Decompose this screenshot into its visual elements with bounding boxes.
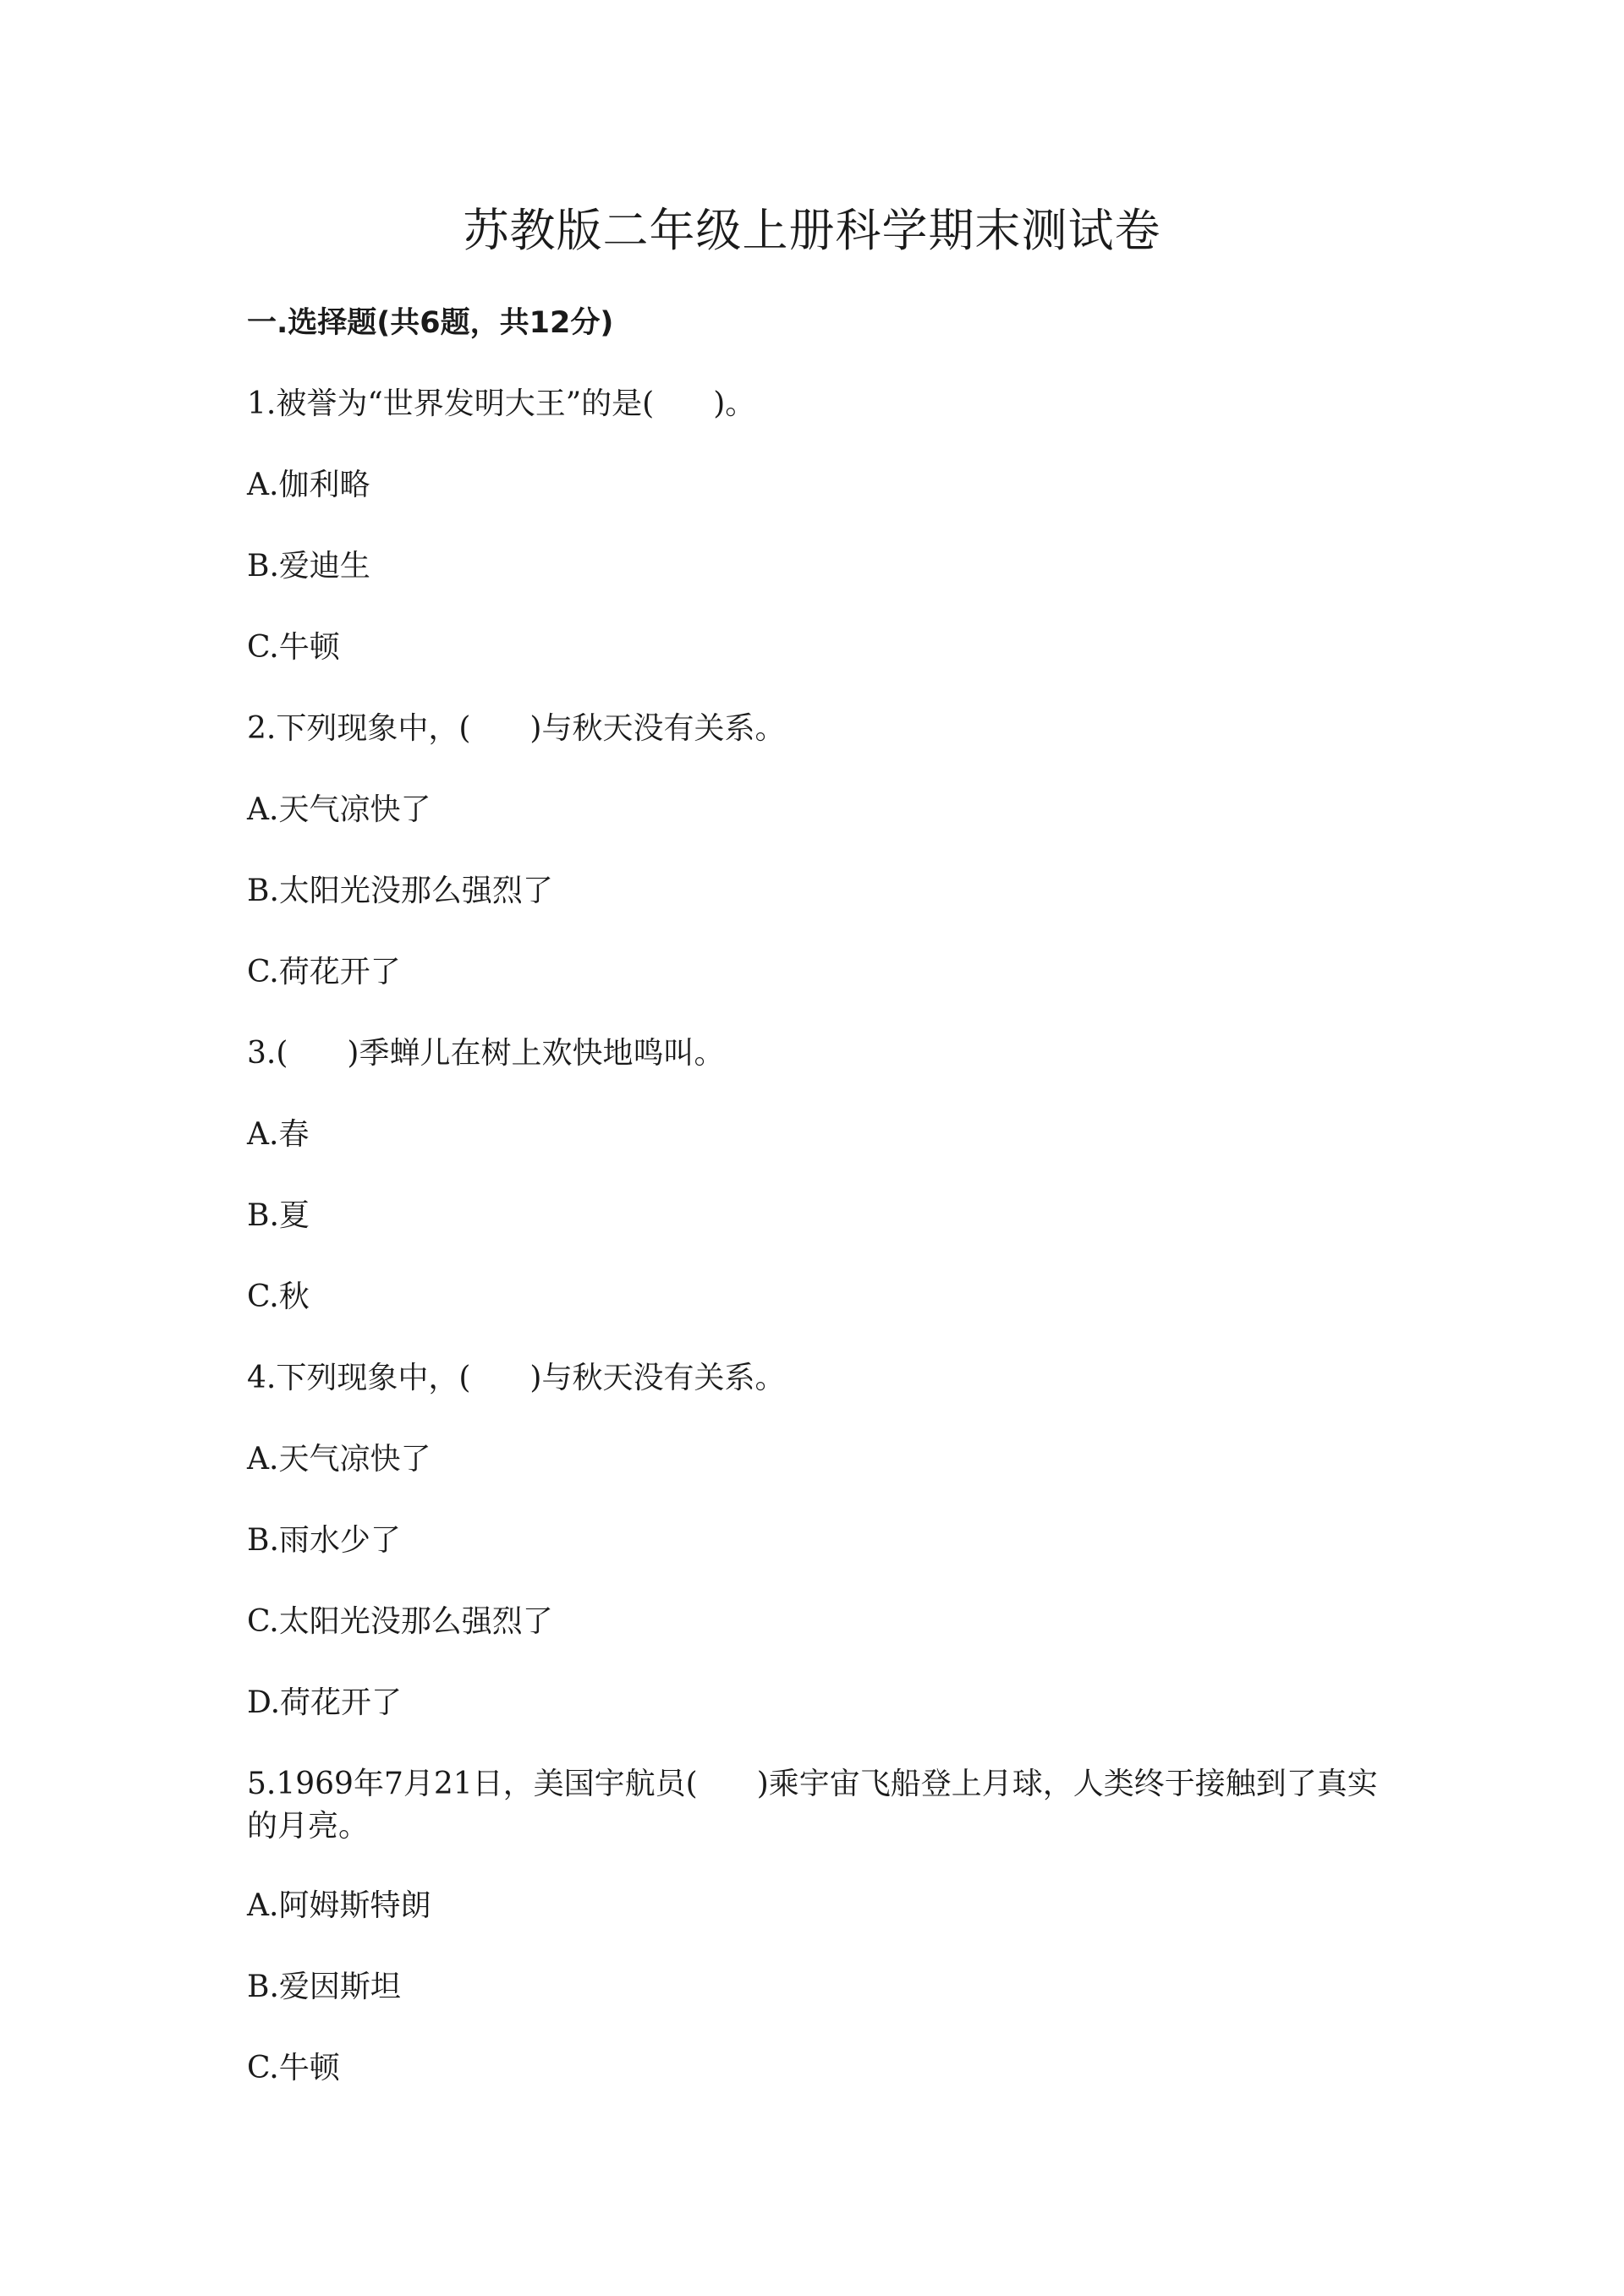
question-5-option-a: A.阿姆斯特朗 bbox=[247, 1888, 431, 1923]
question-stem-text: 4.下列现象中，( bbox=[247, 1361, 471, 1395]
question-4-option-d: D.荷花开了 bbox=[247, 1685, 403, 1720]
question-4-stem bbox=[247, 1357, 785, 1400]
question-stem-text: 5.1969年7月21日，美国宇航员( bbox=[247, 1767, 698, 1801]
section-heading-multiple-choice: 一.选择题(共6题，共12分) bbox=[247, 306, 614, 340]
question-1-option-c: C.牛顿 bbox=[247, 630, 340, 665]
question-2-option-c: C.荷花开了 bbox=[247, 955, 401, 989]
question-stem-text: )乘宇宙飞船登上月球，人类终于接触到了真实的月亮。 bbox=[247, 1767, 1378, 1844]
question-4-option-c: C.太阳光没那么强烈了 bbox=[247, 1604, 553, 1639]
question-5-option-c: C.牛顿 bbox=[247, 2051, 340, 2085]
question-2-option-a: A.天气凉快了 bbox=[247, 792, 431, 827]
question-2-option-b: B.太阳光没那么强烈了 bbox=[247, 874, 553, 908]
question-stem-text: )。 bbox=[713, 386, 756, 421]
question-stem-text: )与秋天没有关系。 bbox=[529, 1361, 786, 1395]
question-5-stem bbox=[247, 1763, 1397, 1848]
question-stem-text: )与秋天没有关系。 bbox=[529, 711, 786, 746]
question-3-option-a: A.春 bbox=[247, 1117, 310, 1152]
question-stem-text: )季蝉儿在树上欢快地鸣叫。 bbox=[347, 1036, 725, 1071]
question-5-option-b: B.爱因斯坦 bbox=[247, 1970, 401, 2004]
question-4-option-b: B.雨水少了 bbox=[247, 1523, 401, 1558]
question-1-stem bbox=[247, 383, 755, 425]
question-stem-text: 3.( bbox=[247, 1036, 288, 1071]
question-1-option-b: B.爱迪生 bbox=[247, 549, 370, 584]
question-1-option-a: A.伽利略 bbox=[247, 468, 370, 502]
question-3-option-c: C.秋 bbox=[247, 1280, 310, 1314]
exam-title: 苏教版二年级上册科学期末测试卷 bbox=[463, 204, 1161, 257]
question-3-option-b: B.夏 bbox=[247, 1198, 310, 1233]
question-2-stem bbox=[247, 708, 785, 750]
question-3-stem bbox=[247, 1033, 724, 1075]
question-stem-text: 2.下列现象中，( bbox=[247, 711, 471, 746]
question-stem-text: 1.被誉为“世界发明大王”的是( bbox=[247, 386, 655, 421]
question-4-option-a: A.天气凉快了 bbox=[247, 1442, 431, 1477]
